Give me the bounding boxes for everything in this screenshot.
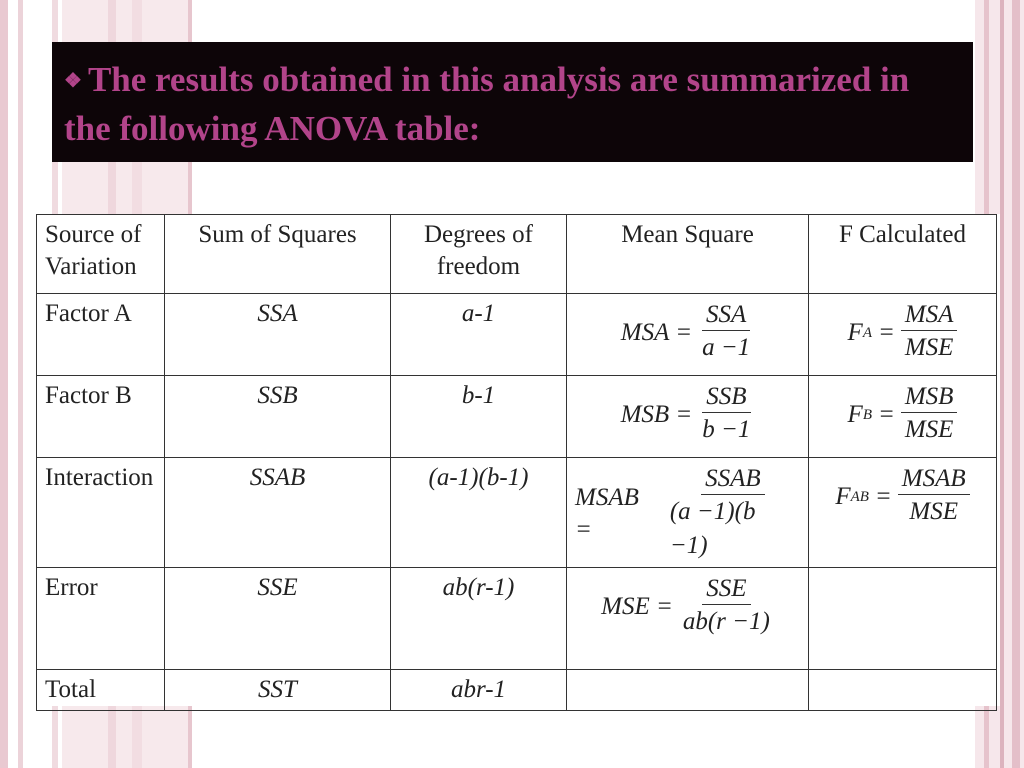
cell-ms (567, 294, 809, 376)
cell-source: Total (37, 670, 165, 711)
table-row (37, 568, 997, 670)
ms-formula: MSE = $\frac{\text{SSE}}{ab(r -1)}$ (601, 575, 770, 635)
cell-ms (567, 376, 809, 458)
decor-stripe (0, 0, 8, 768)
cell-df: a-1 (391, 294, 567, 376)
ms-formula: MSB = $\frac{\text{SSB}}{b -1}$ (620, 383, 751, 443)
cell-df: (a-1)(b-1) (391, 458, 567, 568)
cell-source: Factor A (37, 294, 165, 376)
f-formula: F A = $\frac{\text{MSA}}{\text{MSE}}$ (817, 300, 988, 365)
decor-stripe (1000, 0, 1004, 768)
header-sum-of-squares: Sum of Squares (165, 215, 391, 294)
table-header-row (37, 215, 997, 294)
cell-ms (567, 458, 809, 568)
cell-f-empty (809, 568, 997, 670)
cell-source: Factor B (37, 376, 165, 458)
diamond-bullet-icon: ❖ (64, 70, 82, 92)
cell-ss: SSE (165, 568, 391, 670)
anova-table-container (36, 214, 1000, 706)
cell-f (809, 458, 997, 568)
cell-df: b-1 (391, 376, 567, 458)
cell-source: Interaction (37, 458, 165, 568)
cell-f (809, 294, 997, 376)
table-row (37, 670, 997, 711)
slide-title-box (52, 42, 973, 162)
header-mean-square: Mean Square (567, 215, 809, 294)
cell-ss: SSB (165, 376, 391, 458)
cell-f (809, 376, 997, 458)
table-row (37, 376, 997, 458)
f-formula: F B = $\frac{\text{MSB}}{\text{MSE}}$ (817, 382, 988, 447)
table-row (37, 458, 997, 568)
anova-table (36, 214, 997, 711)
cell-df: abr-1 (391, 670, 567, 711)
cell-ss: SST (165, 670, 391, 711)
cell-ms-empty (567, 670, 809, 711)
header-source: Source of Variation (37, 215, 165, 294)
cell-ss: SSAB (165, 458, 391, 568)
header-degrees-of-freedom: Degrees of freedom (391, 215, 567, 294)
decor-stripe (1012, 0, 1020, 768)
cell-ms (567, 568, 809, 670)
cell-ss: SSA (165, 294, 391, 376)
slide-title: ❖ The results obtained in this analysis are summarized in the following ANOVA table: (64, 60, 910, 148)
f-formula: F AB = $\frac{\text{MSAB}}{\text{MSE}}$ (817, 464, 988, 529)
header-f-calculated: F Calculated (809, 215, 997, 294)
decor-stripe (18, 0, 23, 768)
cell-f-empty (809, 670, 997, 711)
ms-formula: MSA = $\frac{\text{SSA}}{a -1}$ (620, 301, 751, 361)
ms-formula: MSAB = $\frac{\text{SSAB}}{(a -1)(b -1)}$ (575, 464, 800, 563)
cell-df: ab(r-1) (391, 568, 567, 670)
table-row (37, 294, 997, 376)
cell-source: Error (37, 568, 165, 670)
